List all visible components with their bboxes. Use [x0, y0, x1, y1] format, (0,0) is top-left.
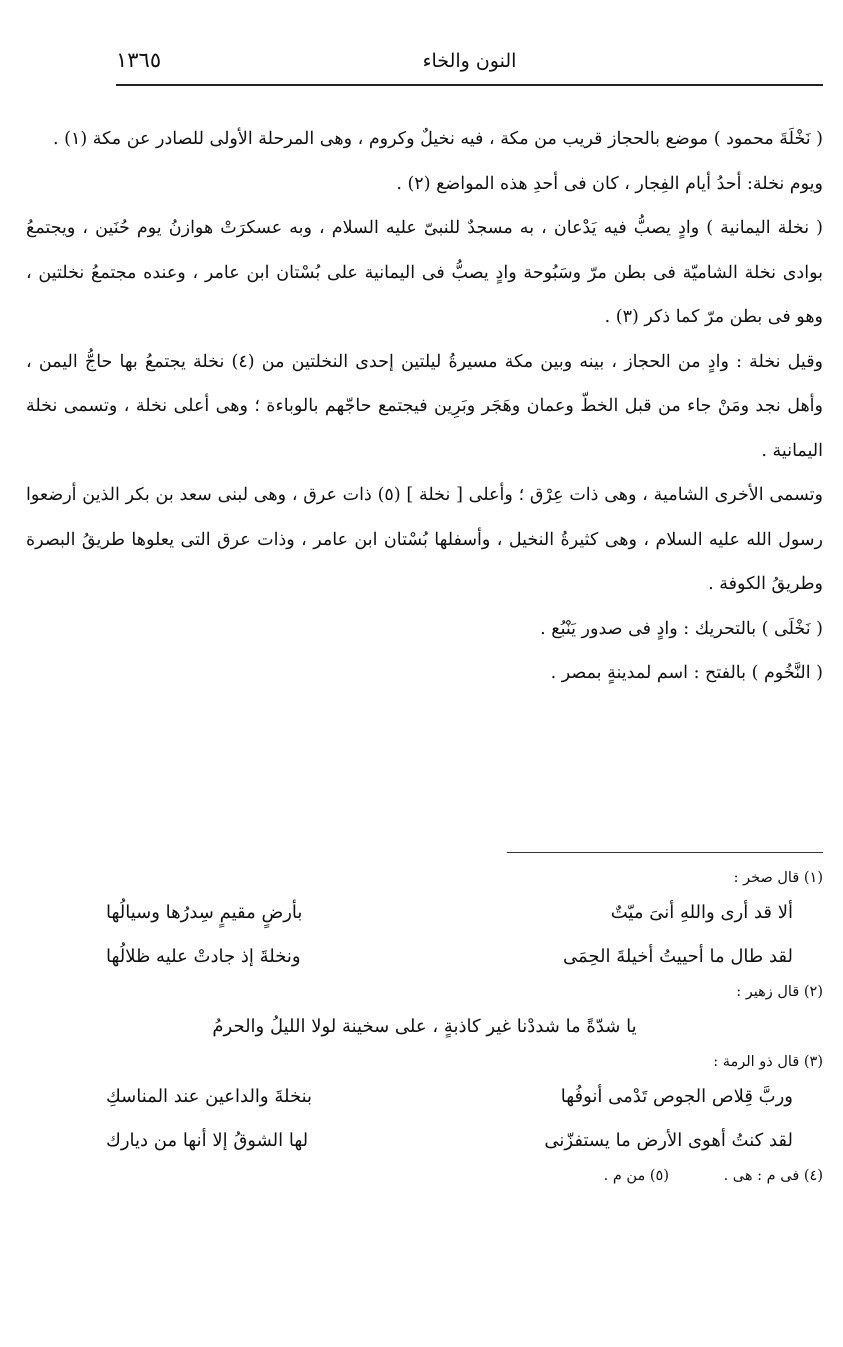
verse-line	[26, 1119, 823, 1163]
verse-second-hemistich: بأرضٍ مقيمٍ سِدرُها وسيالُها	[106, 902, 303, 923]
main-text	[26, 117, 823, 696]
entry-paragraph: ( نَخْلَى ) بالتحريك : وادٍ فى صدور يَنْبُع .	[540, 618, 823, 639]
entry-paragraph: ( نَخْلَةَ محمود ) موضع بالحجاز قريب من مكة ، فيه نخيلٌ وكروم ، وهى المرحلة الأولى للصادر عن مكة (١) .	[53, 129, 823, 149]
running-header	[116, 44, 823, 86]
verse-first-hemistich: لقد كنتُ أهوى الأرض ما يستفزّنى	[544, 1130, 793, 1151]
verse-first-hemistich: لقد طال ما أحييتُ أخيلةَ الحِمَى	[562, 946, 793, 967]
footnote-heading: (١) قال صخر :	[733, 870, 823, 886]
footnote-4: (٤) فى م : هى .	[723, 1168, 823, 1184]
footnote-heading: (٢) قال زهير :	[736, 984, 823, 1000]
verse-line	[26, 1075, 823, 1119]
entry-paragraph: ( النَّخُوم ) بالفتح : اسم لمدينةٍ بمصر .	[550, 663, 823, 683]
verse-second-hemistich: بنخلةَ والداعين عند المناسكِ	[106, 1086, 313, 1107]
footnote-5: (٥) من م .	[603, 1168, 669, 1184]
footnotes	[26, 865, 823, 1189]
verse-line: يا شدّةً ما شددْنا غير كاذبةٍ ، على سخينة لولا الليلُ والحرمُ	[212, 1016, 637, 1037]
entry-paragraph: وتسمى الأخرى الشامية ، وهى ذات عِرْق ؛ وأعلى [ نخلة ] (٥) ذات عرق ، وهى لبنى سعد بن بكر الذين أرضعوا رسول الله عليه السلام ، وهى كثيرةُ النخيل ، وأسفلها بُسْتان ابن عامر ، وذات عرق التى يعلوها طريقُ البصرة وطريقُ الكوفة .	[26, 485, 824, 594]
entry-paragraph: وقيل نخلة : وادٍ من الحجاز ، بينه وبين مكة مسيرةُ ليلتين إحدى النخلتين من (٤) نخلة يجتمعُ بها حاجُّ اليمن ، وأهل نجد ومَنْ جاء من قبل الخطّ وعمان وهَجَر وبَرِين فيجتمع حاجّهم بالوباءة ؛ وهى أعلى نخلة ، وتسمى نخلة اليمانية .	[26, 351, 824, 461]
footnote-divider	[507, 852, 823, 853]
verse-first-hemistich: وربَّ قِلاص الجوص تَدْمى أنوفُها	[560, 1086, 793, 1107]
verse-second-hemistich: لها الشوقُ إلا أنها من ديارك	[106, 1130, 309, 1151]
entry-paragraph: ( نخلة اليمانية ) وادٍ يصبُّ فيه يَدْعان ، به مسجدٌ للنبىّ عليه السلام ، وبه عسكرَتْ هوازنُ يوم حُنَين ، ويجتمعُ بوادى نخلة الشاميّة فى بطن مرّ وسَبُوحة وادٍ يصبُّ فى اليمانية على بُسْتان ابن عامر ، وعنده مجتمعُ نخلتين ، وهو فى بطن مرّ كما ذكر (٣) .	[26, 218, 823, 327]
section-title: النون والخاء	[422, 50, 517, 72]
verse-first-hemistich: ألا قد أرى واللهِ أنىَ ميّتٌ	[610, 902, 793, 923]
verse-line	[26, 891, 823, 935]
entry-paragraph: ويوم نخلة: أحدُ أيام الفِجار ، كان فى أحدِ هذه المواضع (٢) .	[396, 173, 823, 194]
verse-line	[26, 935, 823, 979]
page-number: ١٣٦٥	[116, 48, 162, 72]
verse-second-hemistich: ونخلةَ إذ جادتْ عليه ظلالُها	[106, 946, 301, 967]
footnote-heading: (٣) قال ذو الرمة :	[713, 1054, 823, 1070]
footnote-variants	[26, 1163, 823, 1189]
